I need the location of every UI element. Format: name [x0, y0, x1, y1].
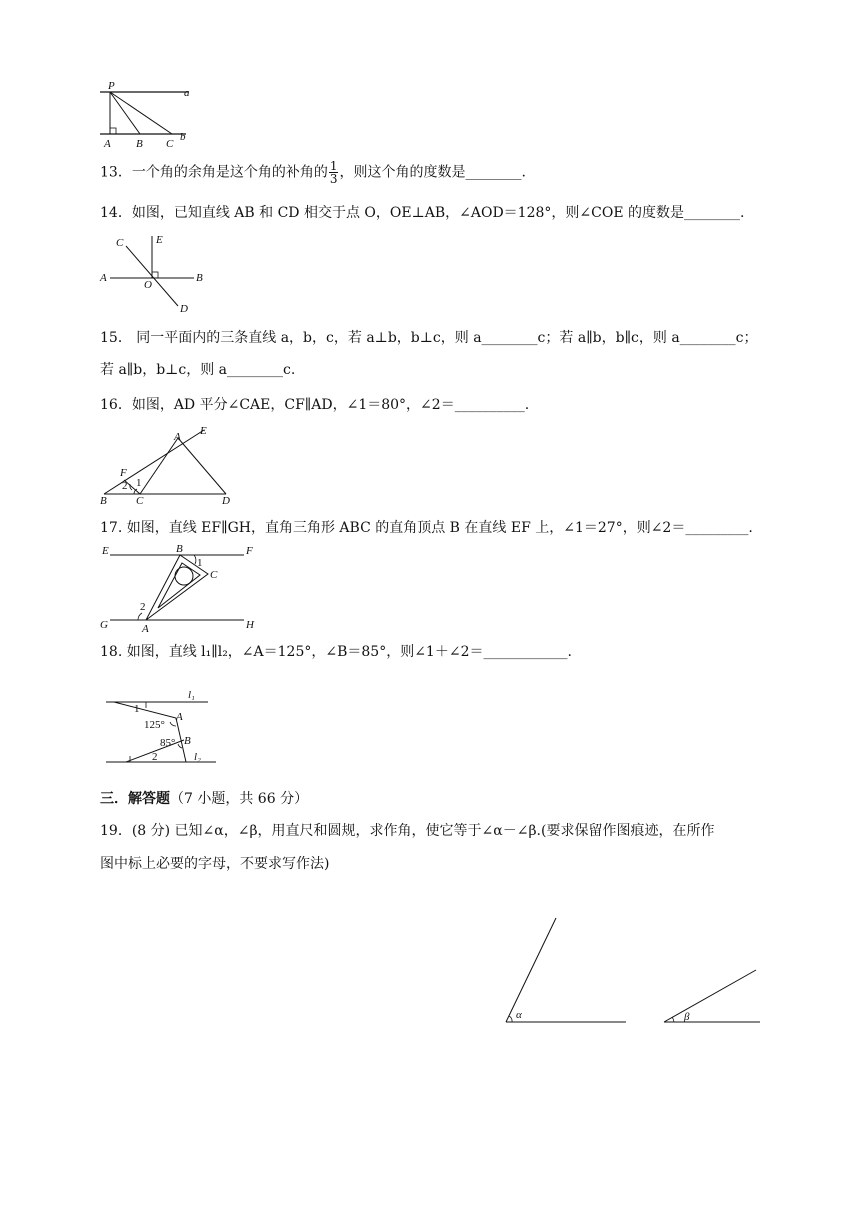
- label-angle-2: 2: [140, 601, 146, 613]
- question-13: [100, 160, 526, 185]
- label-B: B: [136, 138, 143, 150]
- label-C: C: [166, 138, 174, 150]
- section-3-title: 三．解答题: [100, 791, 170, 807]
- question-19-line-2: 图中标上必要的字母，不要求写作法): [100, 856, 330, 872]
- label-A: A: [100, 272, 107, 284]
- question-16: 16．如图，AD 平分∠CAE，CF∥AD，∠1＝80°，∠2＝__________.: [100, 397, 530, 413]
- label-angle-2: 2: [122, 480, 128, 492]
- figure-angle-alpha: [500, 912, 635, 1028]
- label-l2: l₂: [194, 751, 201, 763]
- label-beta: β: [684, 1011, 690, 1023]
- label-F: F: [246, 545, 253, 557]
- label-B: B: [176, 543, 183, 555]
- question-19-line-1: 19．(8 分) 已知∠α，∠β，用直尺和圆规，求作角，使它等于∠α－∠β.(要求保留作图痕迹，在所作: [100, 823, 715, 839]
- q13-text-after: ，则这个角的度数是________.: [339, 164, 526, 181]
- label-D: D: [180, 303, 188, 315]
- question-14: 14．如图，已知直线 AB 和 CD 相交于点 O，OE⊥AB，∠AOD＝128°，则∠COE 的度数是________.: [100, 205, 745, 221]
- figure-q18: [100, 686, 220, 770]
- label-E: E: [102, 545, 109, 557]
- label-A: A: [142, 623, 149, 635]
- fraction-one-third: $\frac{1}{3}$: [329, 159, 338, 186]
- section-3-note: （7 小题，共 66 分）: [170, 791, 309, 807]
- figure-q17: [96, 542, 266, 634]
- label-B: B: [196, 272, 203, 284]
- label-A: A: [104, 138, 111, 150]
- question-18: 18. 如图，直线 l₁∥l₂，∠A＝125°，∠B＝85°，则∠1＋∠2＝____________.: [100, 644, 572, 660]
- label-C: C: [136, 495, 144, 507]
- label-b: b: [180, 131, 186, 143]
- label-E: E: [200, 425, 207, 437]
- label-O: O: [144, 279, 152, 291]
- label-C: C: [210, 569, 218, 581]
- label-alpha: α: [516, 1009, 522, 1021]
- label-l1: l₁: [188, 689, 195, 701]
- label-A: A: [174, 431, 181, 443]
- label-G: G: [100, 619, 108, 631]
- label-B: B: [100, 495, 107, 507]
- figure-q14: [96, 232, 216, 314]
- label-E: E: [156, 234, 163, 246]
- label-F: F: [120, 467, 127, 479]
- question-15-line-1: 15． 同一平面内的三条直线 a，b，c，若 a⊥b，b⊥c，则 a________c；若 a∥b，b∥c，则 a________c；: [100, 330, 758, 346]
- label-H: H: [246, 619, 254, 631]
- figure-angle-beta: [660, 962, 760, 1028]
- question-17: 17. 如图，直线 EF∥GH，直角三角形 ABC 的直角顶点 B 在直线 EF 上，∠1＝27°，则∠2＝_________.: [100, 520, 753, 536]
- label-85: 85°: [160, 737, 176, 749]
- label-angle-1: 1: [197, 557, 203, 569]
- question-15-line-2: 若 a∥b，b⊥c，则 a________c.: [100, 362, 296, 378]
- section-3-heading: [100, 789, 308, 809]
- label-A: A: [176, 711, 183, 723]
- label-D: D: [222, 495, 230, 507]
- figure-q12: [96, 78, 206, 150]
- label-angle-1: 1: [134, 703, 140, 715]
- label-angle-1: 1: [136, 477, 142, 489]
- label-B: B: [184, 735, 191, 747]
- label-125: 125°: [144, 719, 165, 731]
- label-angle-2: 2: [152, 751, 158, 763]
- figure-q16: [96, 422, 246, 507]
- label-p: P: [108, 80, 115, 92]
- label-a: a: [184, 87, 190, 99]
- q13-text-before: 13．一个角的余角是这个角的补角的: [100, 164, 328, 181]
- label-C: C: [116, 237, 124, 249]
